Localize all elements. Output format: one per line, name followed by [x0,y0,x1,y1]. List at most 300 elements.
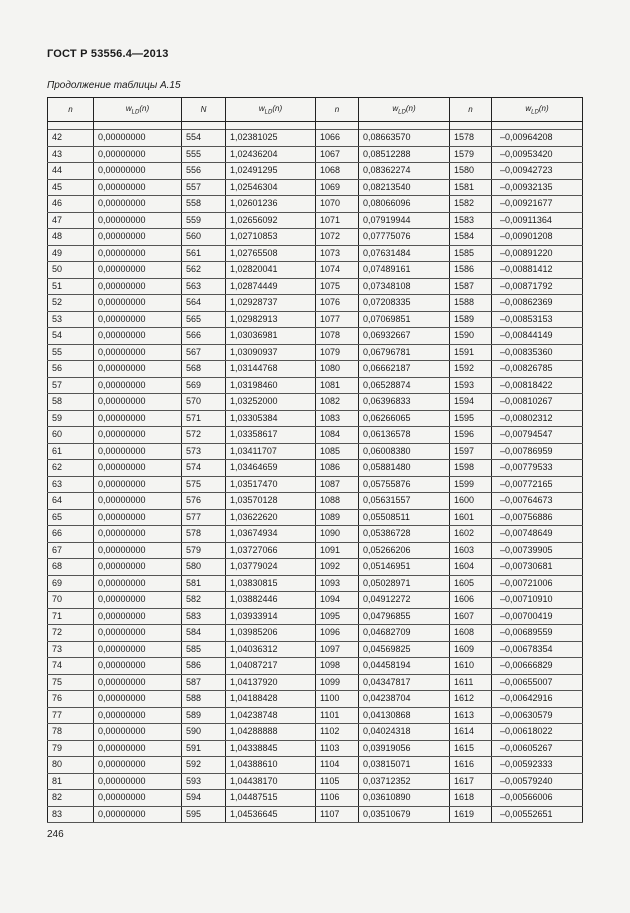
index-cell: 564 [182,295,226,312]
value-cell: 0,05386728 [359,526,450,543]
table-row [48,493,583,510]
value-cell: 0,00000000 [94,559,182,576]
value-cell: 1,03090937 [226,344,316,361]
value-cell: 0,00000000 [94,806,182,823]
index-cell: 75 [48,674,94,691]
value-cell: 0,03712352 [359,773,450,790]
value-cell: 1,04438170 [226,773,316,790]
index-cell: 558 [182,196,226,213]
column-header-subscript: LD [398,109,406,116]
value-cell: 0,06932667 [359,328,450,345]
index-cell: 583 [182,608,226,625]
index-cell: 573 [182,443,226,460]
index-cell: 1619 [450,806,492,823]
value-cell: 0,07348108 [359,278,450,295]
value-cell: 1,03305384 [226,410,316,427]
index-cell: 49 [48,245,94,262]
value-cell: –0,00566006 [492,790,583,807]
value-cell: –0,00592333 [492,757,583,774]
value-cell: 1,04036312 [226,641,316,658]
index-cell: 1583 [450,212,492,229]
index-cell: 44 [48,163,94,180]
index-cell: 1090 [316,526,359,543]
value-cell: 1,03144768 [226,361,316,378]
index-cell: 571 [182,410,226,427]
index-cell: 1076 [316,295,359,312]
table-row [48,163,583,180]
index-cell: 1096 [316,625,359,642]
value-cell: 1,04188428 [226,691,316,708]
value-cell: 0,04238704 [359,691,450,708]
value-cell: –0,00678354 [492,641,583,658]
value-cell: –0,00826785 [492,361,583,378]
index-cell: 585 [182,641,226,658]
index-cell: 67 [48,542,94,559]
value-cell: –0,00932135 [492,179,583,196]
index-cell: 1618 [450,790,492,807]
value-cell: 0,00000000 [94,278,182,295]
value-cell: –0,00772165 [492,476,583,493]
value-cell: –0,00756886 [492,509,583,526]
index-cell: 1595 [450,410,492,427]
value-cell: 1,03779024 [226,559,316,576]
index-cell: 582 [182,592,226,609]
index-cell: 1585 [450,245,492,262]
index-cell: 45 [48,179,94,196]
value-cell: –0,00794547 [492,427,583,444]
value-cell: 0,00000000 [94,641,182,658]
table-row [48,724,583,741]
index-cell: 79 [48,740,94,757]
index-cell: 42 [48,130,94,147]
index-cell: 50 [48,262,94,279]
value-cell: 1,03933914 [226,608,316,625]
table-row [48,592,583,609]
table-row [48,790,583,807]
index-cell: 1087 [316,476,359,493]
value-cell: 1,02656092 [226,212,316,229]
index-cell: 1600 [450,493,492,510]
index-cell: 572 [182,427,226,444]
value-cell: 0,00000000 [94,163,182,180]
value-cell: 0,04458194 [359,658,450,675]
value-cell: 0,05146951 [359,559,450,576]
data-table [47,97,583,823]
value-cell: –0,00642916 [492,691,583,708]
table-row [48,806,583,823]
table-row [48,608,583,625]
index-cell: 43 [48,146,94,163]
value-cell: 0,00000000 [94,295,182,312]
index-cell: 83 [48,806,94,823]
column-header-subscript: LD [531,109,539,116]
column-header [182,98,226,122]
index-cell: 1607 [450,608,492,625]
table-row [48,575,583,592]
value-cell: 0,05881480 [359,460,450,477]
value-cell: –0,00844149 [492,328,583,345]
index-cell: 1609 [450,641,492,658]
column-header-symbol: n [68,105,73,114]
index-cell: 65 [48,509,94,526]
index-cell: 1578 [450,130,492,147]
index-cell: 1591 [450,344,492,361]
value-cell: 0,05266206 [359,542,450,559]
table-row [48,278,583,295]
value-cell: 1,03830815 [226,575,316,592]
index-cell: 1078 [316,328,359,345]
index-cell: 1597 [450,443,492,460]
value-cell: 0,07489161 [359,262,450,279]
table-row [48,509,583,526]
value-cell: 1,03570128 [226,493,316,510]
index-cell: 1075 [316,278,359,295]
index-cell: 1104 [316,757,359,774]
table-row [48,410,583,427]
value-cell: 0,08213540 [359,179,450,196]
index-cell: 1106 [316,790,359,807]
value-cell: 0,00000000 [94,196,182,213]
index-cell: 69 [48,575,94,592]
value-cell: 0,00000000 [94,493,182,510]
value-cell: 1,04388610 [226,757,316,774]
value-cell: 0,00000000 [94,658,182,675]
index-cell: 1602 [450,526,492,543]
value-cell: 1,03517470 [226,476,316,493]
value-cell: –0,00666829 [492,658,583,675]
table-row [48,427,583,444]
value-cell: 0,00000000 [94,344,182,361]
value-cell: 0,00000000 [94,361,182,378]
page-number: 246 [47,829,64,840]
index-cell: 1587 [450,278,492,295]
table-caption: Продолжение таблицы А.15 [47,80,181,91]
index-cell: 74 [48,658,94,675]
index-cell: 560 [182,229,226,246]
index-cell: 584 [182,625,226,642]
value-cell: 1,02710853 [226,229,316,246]
value-cell: 0,00000000 [94,394,182,411]
index-cell: 1582 [450,196,492,213]
value-cell: 1,02381025 [226,130,316,147]
index-cell: 48 [48,229,94,246]
value-cell: –0,00911364 [492,212,583,229]
value-cell: 0,05028971 [359,575,450,592]
table-spacer-row [48,122,583,130]
index-cell: 1068 [316,163,359,180]
value-cell: 0,00000000 [94,476,182,493]
table-row [48,245,583,262]
document-title: ГОСТ Р 53556.4—2013 [47,48,169,60]
value-cell: 1,04536645 [226,806,316,823]
index-cell: 559 [182,212,226,229]
index-cell: 1080 [316,361,359,378]
index-cell: 52 [48,295,94,312]
index-cell: 1611 [450,674,492,691]
index-cell: 1081 [316,377,359,394]
index-cell: 76 [48,691,94,708]
value-cell: 1,03727066 [226,542,316,559]
value-cell: 0,00000000 [94,179,182,196]
index-cell: 1089 [316,509,359,526]
index-cell: 1105 [316,773,359,790]
table-row [48,146,583,163]
index-cell: 1606 [450,592,492,609]
column-header-subscript: LD [131,109,140,116]
value-cell: 1,03464659 [226,460,316,477]
index-cell: 1085 [316,443,359,460]
value-cell: –0,00964208 [492,130,583,147]
index-cell: 1586 [450,262,492,279]
column-header [492,98,583,122]
index-cell: 595 [182,806,226,823]
value-cell: 0,03510679 [359,806,450,823]
value-cell: –0,00871792 [492,278,583,295]
table-row [48,773,583,790]
value-cell: 1,04487515 [226,790,316,807]
value-cell: 0,06796781 [359,344,450,361]
value-cell: –0,00881412 [492,262,583,279]
value-cell: 0,00000000 [94,146,182,163]
index-cell: 1617 [450,773,492,790]
table-row [48,641,583,658]
value-cell: 1,02874449 [226,278,316,295]
table-row [48,212,583,229]
column-header-symbol: n [468,105,473,114]
index-cell: 581 [182,575,226,592]
value-cell: 0,08362274 [359,163,450,180]
value-cell: 1,03358617 [226,427,316,444]
index-cell: 55 [48,344,94,361]
value-cell: 0,00000000 [94,608,182,625]
index-cell: 591 [182,740,226,757]
index-cell: 562 [182,262,226,279]
value-cell: 0,00000000 [94,757,182,774]
value-cell: 0,00000000 [94,773,182,790]
value-cell: –0,00630579 [492,707,583,724]
column-header-argument: (n) [405,103,416,113]
index-cell: 63 [48,476,94,493]
value-cell: 1,03622620 [226,509,316,526]
table-row [48,559,583,576]
index-cell: 1069 [316,179,359,196]
value-cell: –0,00605267 [492,740,583,757]
table-container [47,97,582,823]
index-cell: 568 [182,361,226,378]
index-cell: 71 [48,608,94,625]
value-cell: 1,02601236 [226,196,316,213]
index-cell: 1610 [450,658,492,675]
index-cell: 47 [48,212,94,229]
column-header [450,98,492,122]
value-cell: 0,04796855 [359,608,450,625]
index-cell: 1599 [450,476,492,493]
index-cell: 1102 [316,724,359,741]
table-row [48,196,583,213]
value-cell: 0,00000000 [94,229,182,246]
index-cell: 554 [182,130,226,147]
value-cell: 1,03252000 [226,394,316,411]
index-cell: 80 [48,757,94,774]
index-cell: 576 [182,493,226,510]
value-cell: 1,04338845 [226,740,316,757]
index-cell: 1596 [450,427,492,444]
value-cell: –0,00579240 [492,773,583,790]
index-cell: 566 [182,328,226,345]
value-cell: 0,07631484 [359,245,450,262]
index-cell: 590 [182,724,226,741]
value-cell: 1,02546304 [226,179,316,196]
value-cell: 0,04682709 [359,625,450,642]
value-cell: 1,04288888 [226,724,316,741]
value-cell: 0,07775076 [359,229,450,246]
value-cell: 0,00000000 [94,377,182,394]
column-header-symbol: N [200,105,207,114]
value-cell: 0,05508511 [359,509,450,526]
index-cell: 570 [182,394,226,411]
index-cell: 1589 [450,311,492,328]
value-cell: 0,03919056 [359,740,450,757]
column-header-symbol: w [258,103,265,113]
index-cell: 577 [182,509,226,526]
value-cell: 1,04238748 [226,707,316,724]
value-cell: 0,00000000 [94,443,182,460]
value-cell: –0,00689559 [492,625,583,642]
value-cell: 0,07069851 [359,311,450,328]
index-cell: 561 [182,245,226,262]
value-cell: 0,00000000 [94,790,182,807]
index-cell: 592 [182,757,226,774]
index-cell: 1614 [450,724,492,741]
value-cell: –0,00748649 [492,526,583,543]
column-header-subscript: LD [264,109,273,116]
value-cell: 0,06528874 [359,377,450,394]
index-cell: 557 [182,179,226,196]
table-row [48,377,583,394]
value-cell: 0,00000000 [94,509,182,526]
index-cell: 62 [48,460,94,477]
index-cell: 1071 [316,212,359,229]
index-cell: 1094 [316,592,359,609]
index-cell: 1084 [316,427,359,444]
index-cell: 77 [48,707,94,724]
value-cell: 1,02982913 [226,311,316,328]
column-header [48,98,94,122]
value-cell: –0,00818422 [492,377,583,394]
index-cell: 1086 [316,460,359,477]
table-row [48,707,583,724]
value-cell: –0,00700419 [492,608,583,625]
index-cell: 51 [48,278,94,295]
column-header-symbol: n [334,105,340,114]
table-row [48,625,583,642]
index-cell: 73 [48,641,94,658]
index-cell: 1070 [316,196,359,213]
value-cell: 0,00000000 [94,691,182,708]
value-cell: –0,00901208 [492,229,583,246]
index-cell: 1613 [450,707,492,724]
table-row [48,344,583,361]
value-cell: 0,00000000 [94,311,182,328]
value-cell: 0,00000000 [94,724,182,741]
index-cell: 1077 [316,311,359,328]
index-cell: 1612 [450,691,492,708]
table-row [48,328,583,345]
value-cell: –0,00810267 [492,394,583,411]
column-header-symbol: w [392,103,399,113]
column-header [316,98,359,122]
index-cell: 1079 [316,344,359,361]
table-header-row [48,98,583,122]
index-cell: 1091 [316,542,359,559]
value-cell: 0,04024318 [359,724,450,741]
index-cell: 1605 [450,575,492,592]
column-header [94,98,182,122]
value-cell: –0,00835360 [492,344,583,361]
index-cell: 54 [48,328,94,345]
index-cell: 1103 [316,740,359,757]
index-cell: 1581 [450,179,492,196]
index-cell: 1603 [450,542,492,559]
column-header-argument: (n) [139,103,150,113]
index-cell: 1107 [316,806,359,823]
table-row [48,460,583,477]
value-cell: 0,07208335 [359,295,450,312]
index-cell: 578 [182,526,226,543]
value-cell: –0,00953420 [492,146,583,163]
value-cell: 0,00000000 [94,592,182,609]
index-cell: 64 [48,493,94,510]
value-cell: 0,00000000 [94,212,182,229]
index-cell: 1066 [316,130,359,147]
index-cell: 1088 [316,493,359,510]
value-cell: 0,00000000 [94,460,182,477]
value-cell: 0,00000000 [94,130,182,147]
value-cell: –0,00779533 [492,460,583,477]
index-cell: 563 [182,278,226,295]
value-cell: –0,00618022 [492,724,583,741]
value-cell: 0,00000000 [94,328,182,345]
index-cell: 1594 [450,394,492,411]
value-cell: 0,04130868 [359,707,450,724]
index-cell: 580 [182,559,226,576]
index-cell: 1083 [316,410,359,427]
table-row [48,658,583,675]
index-cell: 78 [48,724,94,741]
column-header-argument: (n) [538,103,549,113]
value-cell: 0,00000000 [94,245,182,262]
index-cell: 565 [182,311,226,328]
table-row [48,740,583,757]
index-cell: 1601 [450,509,492,526]
table-row [48,443,583,460]
value-cell: 0,05631557 [359,493,450,510]
table-row [48,542,583,559]
value-cell: 1,02436204 [226,146,316,163]
value-cell: 1,03198460 [226,377,316,394]
value-cell: 1,02765508 [226,245,316,262]
index-cell: 1588 [450,295,492,312]
value-cell: 1,04137920 [226,674,316,691]
index-cell: 1580 [450,163,492,180]
value-cell: 1,03882446 [226,592,316,609]
value-cell: 0,00000000 [94,674,182,691]
index-cell: 569 [182,377,226,394]
index-cell: 574 [182,460,226,477]
value-cell: 0,06662187 [359,361,450,378]
index-cell: 60 [48,427,94,444]
index-cell: 1101 [316,707,359,724]
